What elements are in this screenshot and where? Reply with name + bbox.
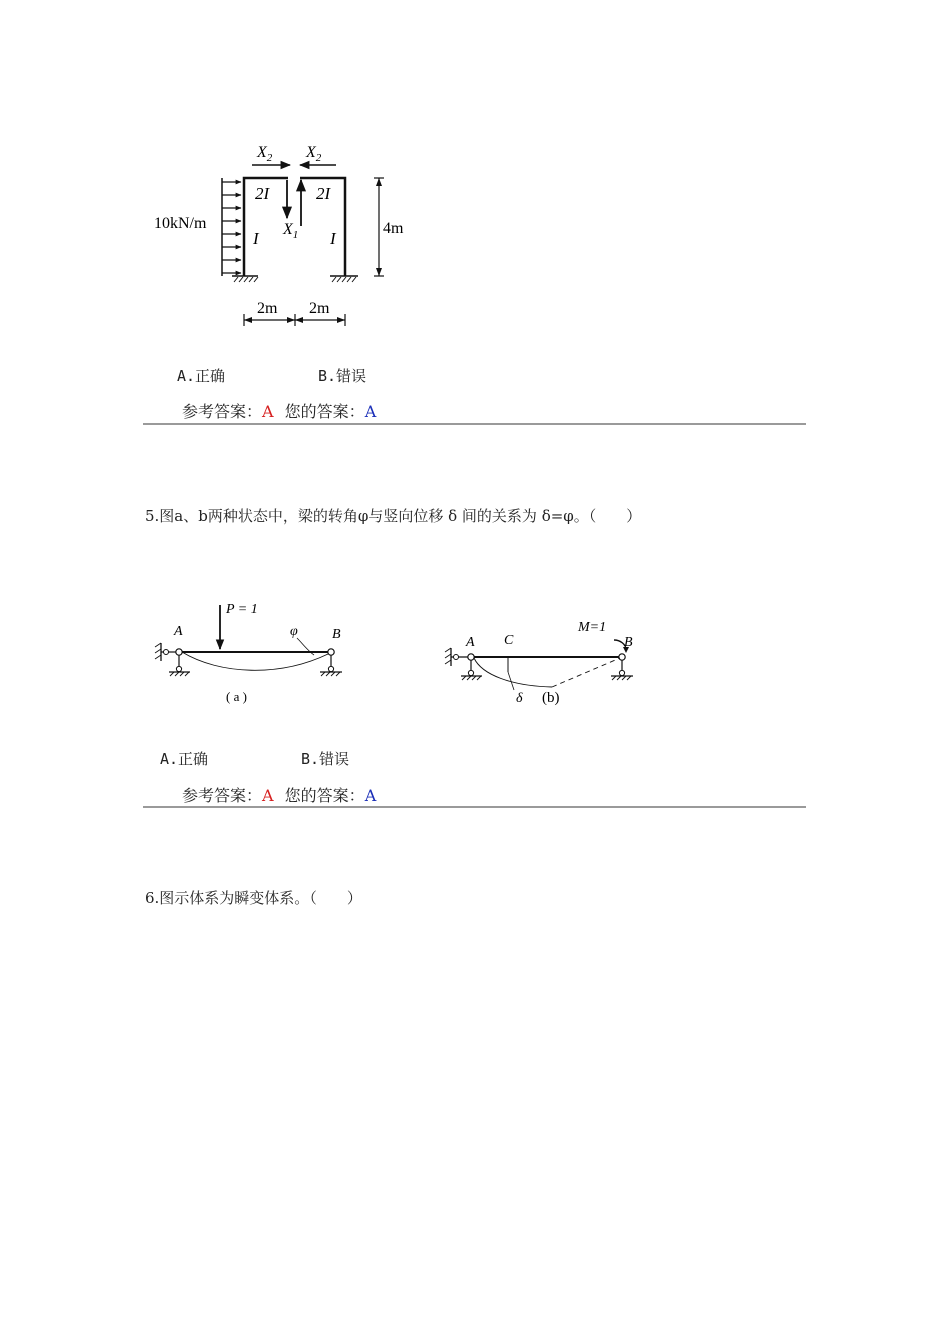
- svg-text:φ: φ: [290, 624, 298, 639]
- svg-text:2m: 2m: [257, 300, 278, 317]
- svg-text:A: A: [466, 635, 475, 650]
- svg-text:2I: 2I: [316, 184, 331, 203]
- svg-text:δ: δ: [516, 691, 523, 706]
- beam-figure-b: [442, 610, 642, 710]
- q4-option-a[interactable]: A.正确: [177, 367, 226, 385]
- divider: [143, 806, 806, 808]
- svg-text:B: B: [332, 627, 341, 642]
- q5-answer-line: [182, 783, 376, 806]
- svg-text:(b): (b): [542, 690, 560, 706]
- ref-answer-label: 参考答案：: [182, 786, 263, 805]
- svg-text:A: A: [174, 624, 183, 639]
- svg-text:C: C: [504, 633, 514, 648]
- your-answer-label: 您的答案：: [284, 786, 365, 805]
- svg-text:X2: $X_2$: [257, 144, 273, 164]
- q6-question: 6.图示体系为瞬变体系。（ ）: [145, 889, 362, 907]
- svg-text:2I: 2I: [255, 184, 270, 203]
- q5-option-a[interactable]: A.正确: [160, 750, 209, 768]
- your-answer-label: 您的答案：: [284, 402, 365, 421]
- svg-text:X1: $X_1$: [283, 221, 299, 241]
- svg-text:B: B: [624, 635, 633, 650]
- svg-text:I: I: [330, 229, 336, 248]
- q4-answer-line: [182, 399, 376, 422]
- your-answer-value: A: [364, 786, 377, 805]
- svg-text:M=1: M=1: [578, 620, 607, 635]
- q4-option-b[interactable]: B.错误: [318, 367, 367, 385]
- svg-text:4m: 4m: [383, 220, 404, 237]
- load-label: 10kN/m: [154, 215, 207, 232]
- ref-answer-value: A: [262, 786, 274, 805]
- q5-option-b[interactable]: B.错误: [301, 750, 350, 768]
- frame-figure: [140, 130, 440, 340]
- q5-question: 5.图a、b两种状态中，梁的转角φ与竖向位移 δ 间的关系为 δ=φ。（ ）: [145, 507, 642, 525]
- svg-text:X2: $X_2$: [306, 144, 322, 164]
- svg-text:P = 1: P = 1: [226, 602, 258, 617]
- beam-figure-a: [150, 595, 350, 710]
- ref-answer-label: 参考答案：: [182, 402, 263, 421]
- ref-answer-value: A: [262, 402, 274, 421]
- divider: [143, 423, 806, 425]
- svg-text:( a ): ( a ): [226, 689, 247, 704]
- svg-text:2m: 2m: [309, 300, 330, 317]
- svg-text:I: I: [253, 229, 259, 248]
- your-answer-value: A: [364, 402, 377, 421]
